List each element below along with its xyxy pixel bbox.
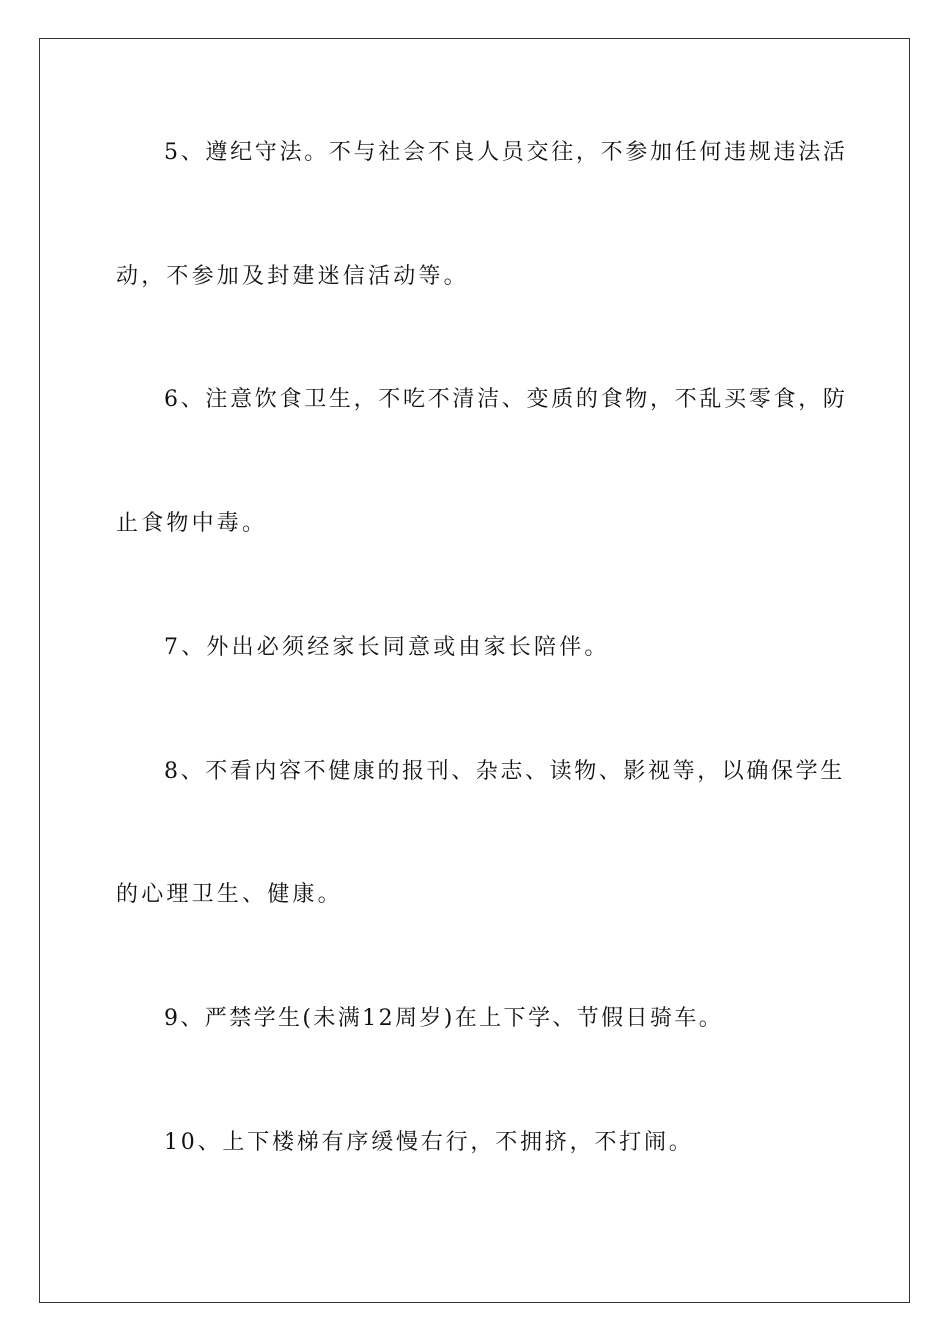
item-8-line-2: 的心理卫生、健康。 [116,882,343,907]
item-6-line-1: 6、注意饮食卫生，不吃不清洁、变质的食物，不乱买零食，防 [164,387,848,412]
item-5-line-1: 5、遵纪守法。不与社会不良人员交往，不参加任何违规违法活 [164,140,848,165]
item-6-line-2: 止食物中毒。 [116,511,268,536]
item-10-line-1: 10、上下楼梯有序缓慢右行，不拥挤，不打闹。 [164,1130,694,1155]
item-8-line-1: 8、不看内容不健康的报刊、杂志、读物、影视等，以确保学生 [164,759,845,784]
item-9-line-1: 9、严禁学生(未满12周岁)在上下学、节假日骑车。 [164,1006,724,1031]
item-5-line-2: 动，不参加及封建迷信活动等。 [116,264,469,289]
item-7-line-1: 7、外出必须经家长同意或由家长陪伴。 [164,635,610,660]
document-page [39,38,910,1303]
